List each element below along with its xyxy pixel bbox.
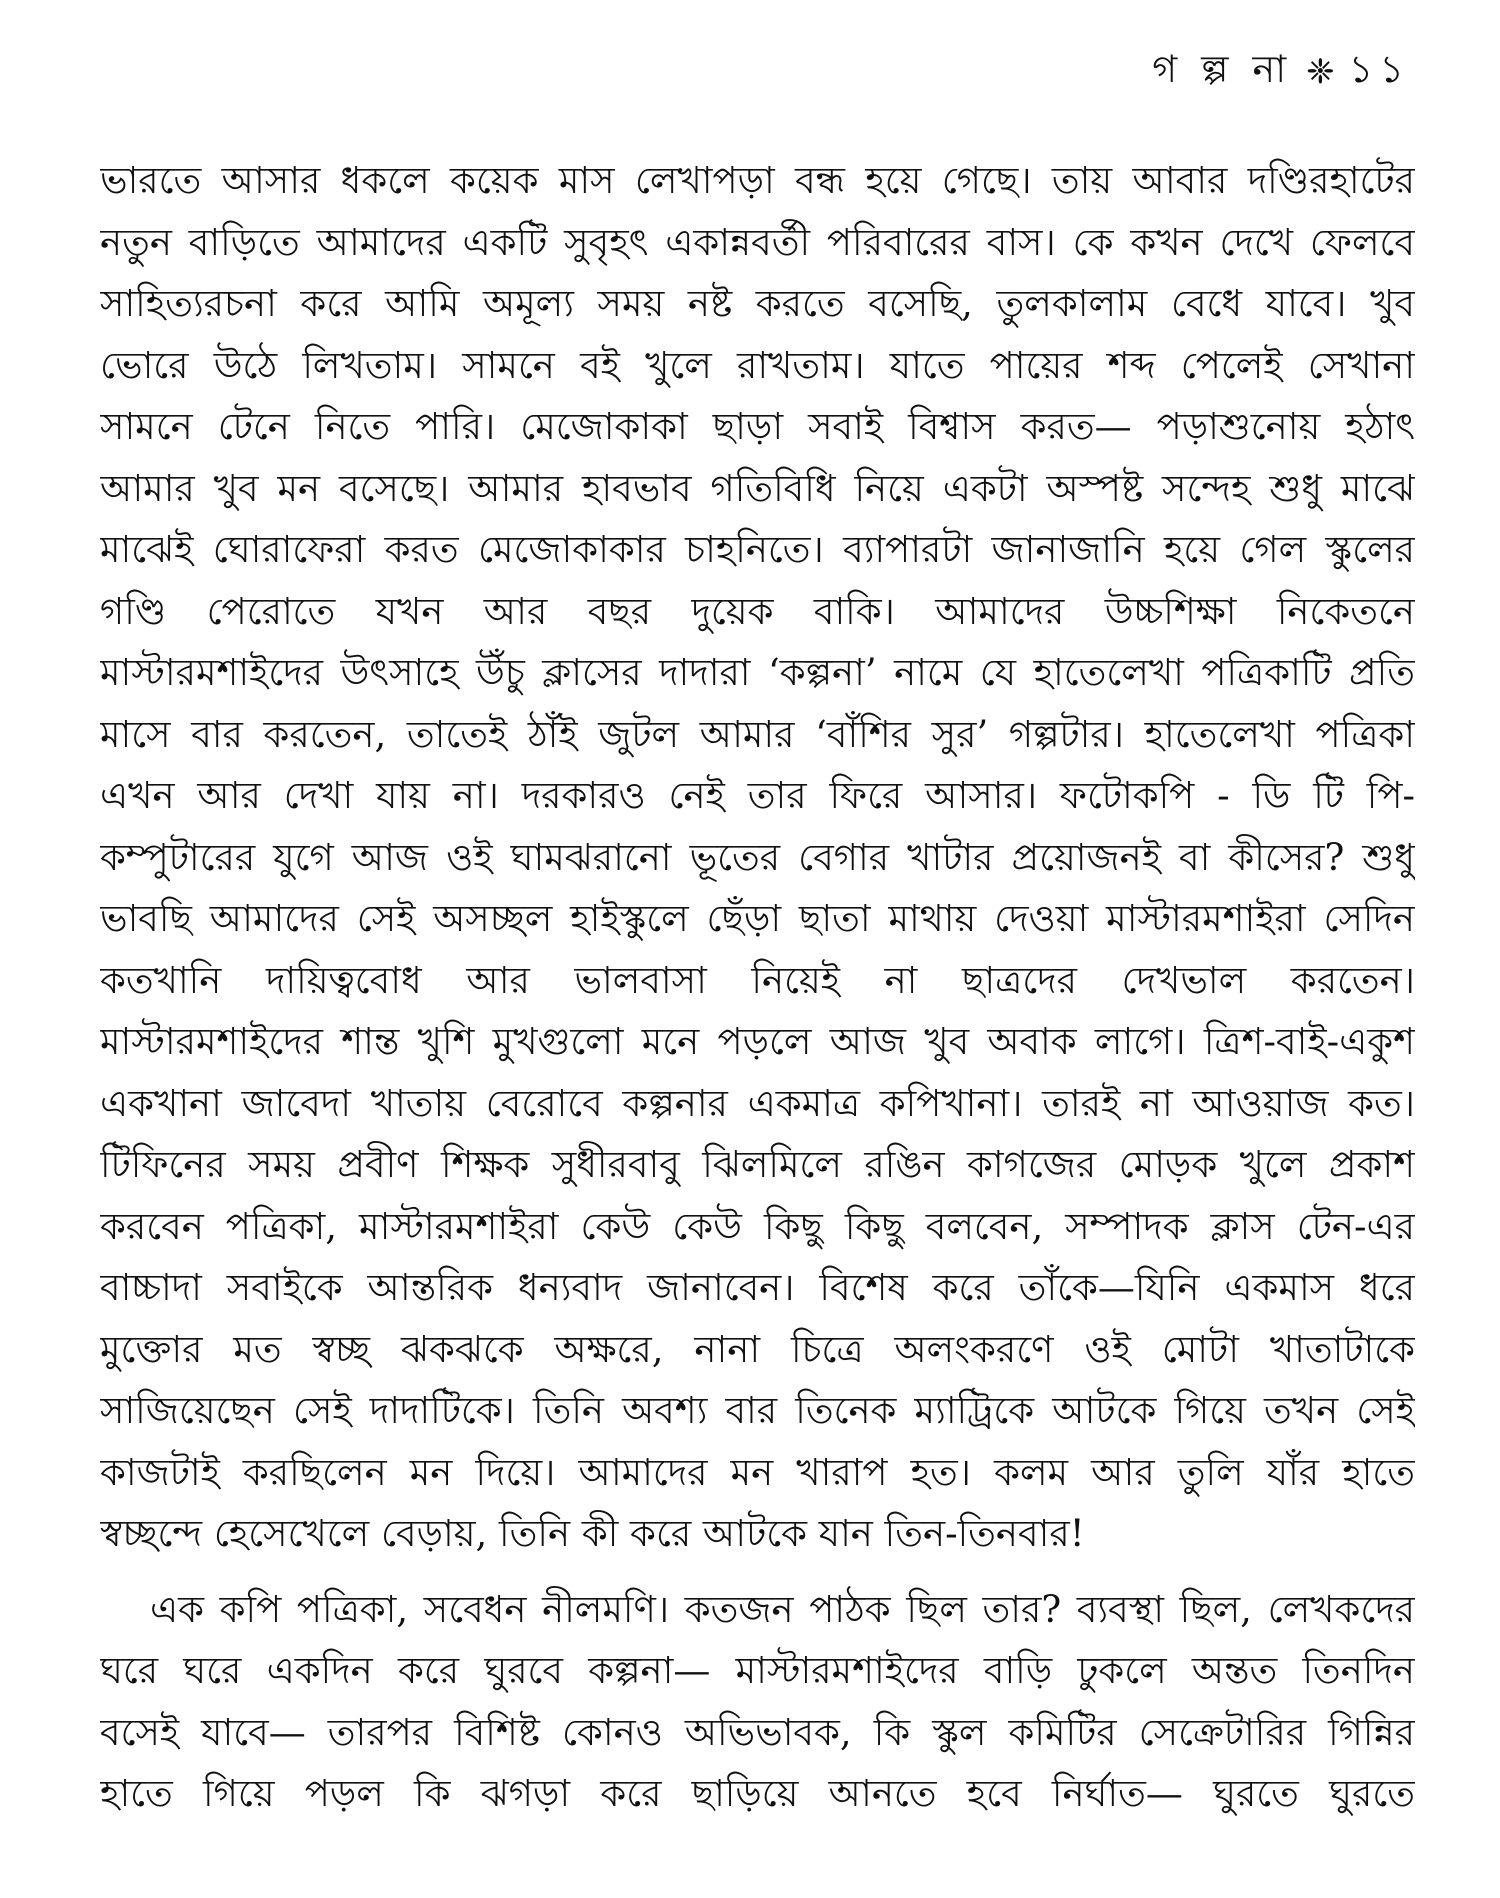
text-line: বসেই যাবে— তারপর বিশিষ্ট কোনও অভিভাবক, কি স্কুল কমিটির সেক্রেটারির গিন্নির xyxy=(100,1710,1415,1754)
text-line: মুক্তোর মত স্বচ্ছ ঝকঝকে অক্ষরে, নানা চিত্রে অলংকরণে ওই মোটা খাতাটাকে xyxy=(100,1327,1415,1371)
text-line: মাস্টারমশাইদের উৎসাহে উঁচু ক্লাসের দাদারা ‘কল্পনা’ নামে যে হাতেলেখা পত্রিকাটি প্রতি xyxy=(100,651,1415,694)
text-line: করবেন পত্রিকা, মাস্টারমশাইরা কেউ কেউ কিছু কিছু বলবেন, সম্পাদক ক্লাস টেন-এর xyxy=(100,1204,1415,1248)
text-line: ভাবছি আমাদের সেই অসচ্ছল হাইস্কুলে ছেঁড়া ছাতা মাথায় দেওয়া মাস্টারমশাইরা সেদিন xyxy=(100,897,1415,940)
text-line: একখানা জাবেদা খাতায় বেরোবে কল্পনার একমাত্র কপিখানা। তারই না আওয়াজ কত। xyxy=(100,1081,1415,1125)
text-line: কতখানি দায়িত্ববোধ আর ভালবাসা নিয়েই না ছাত্রদের দেখভাল করতেন। xyxy=(100,958,1415,1002)
text-line: সামনে টেনে নিতে পারি। মেজোকাকা ছাড়া সবাই বিশ্বাস করত— পড়াশুনোয় হঠাৎ xyxy=(100,405,1415,448)
text-line: কাজটাই করছিলেন মন দিয়ে। আমাদের মন খারাপ হত। কলম আর তুলি যাঁর হাতে xyxy=(100,1450,1415,1494)
text-line: বাচ্চাদা সবাইকে আন্তরিক ধন্যবাদ জানাবেন। বিশেষ করে তাঁকে—যিনি একমাস ধরে xyxy=(100,1266,1415,1309)
running-header xyxy=(1152,40,1410,104)
text-line: সাজিয়েছেন সেই দাদাটিকে। তিনি অবশ্য বার তিনেক ম্যাট্রিকে আটকে গিয়ে তখন সেই xyxy=(100,1389,1415,1432)
body-text xyxy=(100,150,1415,1825)
text-line: কম্পুটারের যুগে আজ ওই ঘামঝরানো ভূতের বেগার খাটার প্রয়োজনই বা কীসের? শুধু xyxy=(100,835,1415,879)
text-line: স্বচ্ছন্দে হেসেখেলে বেড়ায়, তিনি কী করে আটকে যান তিন-তিনবার! xyxy=(100,1512,1085,1555)
text-line: এক কপি পত্রিকা, সবেধন নীলমণি। কতজন পাঠক ছিল তার? ব্যবস্থা ছিল, লেখকদের xyxy=(150,1587,1415,1631)
text-line: ভোরে উঠে লিখতাম। সামনে বই খুলে রাখতাম। যাতে পায়ের শব্দ পেলেই সেখানা xyxy=(100,343,1415,387)
paragraph-gap xyxy=(100,1565,1415,1579)
paragraph-2 xyxy=(100,1579,1415,1825)
text-line: ঘরে ঘরে একদিন করে ঘুরবে কল্পনা— মাস্টারমশাইদের বাড়ি ঢুকলে অন্তত তিনদিন xyxy=(100,1649,1415,1692)
text-line: এখন আর দেখা যায় না। দরকারও নেই তার ফিরে আসার। ফটোকপি - ডি টি পি- xyxy=(100,774,1415,817)
text-line: সাহিত্যরচনা করে আমি অমূল্য সময় নষ্ট করতে বসেছি, তুলকালাম বেধে যাবে। খুব xyxy=(100,282,1415,325)
text-line: মাসে বার করতেন, তাতেই ঠাঁই জুটল আমার ‘বাঁশির সুর’ গল্পটার। হাতেলেখা পত্রিকা xyxy=(100,712,1415,756)
page-number: ১১ xyxy=(1348,47,1410,91)
text-line: হাতে গিয়ে পড়ল কি ঝগড়া করে ছাড়িয়ে আনতে হবে নির্ঘাত— ঘুরতে ঘুরতে xyxy=(100,1772,1415,1815)
text-line: মাঝেই ঘোরাফেরা করত মেজোকাকার চাহনিতে। ব্যাপারটা জানাজানি হয়ে গেল স্কুলের xyxy=(100,528,1415,571)
text-line: গণ্ডি পেরোতে যখন আর বছর দুয়েক বাকি। আমাদের উচ্চশিক্ষা নিকেতনে xyxy=(100,589,1415,633)
ornament-icon: ❈ xyxy=(1306,52,1335,92)
paragraph-1 xyxy=(100,150,1415,1565)
text-line: আমার খুব মন বসেছে। আমার হাবভাব গতিবিধি নিয়ে একটা অস্পষ্ট সন্দেহ শুধু মাঝে xyxy=(100,466,1415,510)
text-line: নতুন বাড়িতে আমাদের একটি সুবৃহৎ একান্নবর্তী পরিবারের বাস। কে কখন দেখে ফেলবে xyxy=(100,220,1415,264)
text-line: টিফিনের সময় প্রবীণ শিক্ষক সুধীরবাবু ঝিলমিলে রঙিন কাগজের মোড়ক খুলে প্রকাশ xyxy=(100,1143,1415,1186)
running-title: গ ল্প না xyxy=(1152,47,1293,91)
text-line: ভারতে আসার ধকলে কয়েক মাস লেখাপড়া বন্ধ হয়ে গেছে। তায় আবার দণ্ডিরহাটের xyxy=(100,159,1415,202)
text-line: মাস্টারমশাইদের শান্ত খুশি মুখগুলো মনে পড়লে আজ খুব অবাক লাগে। ত্রিশ-বাই-একুশ xyxy=(100,1020,1415,1063)
